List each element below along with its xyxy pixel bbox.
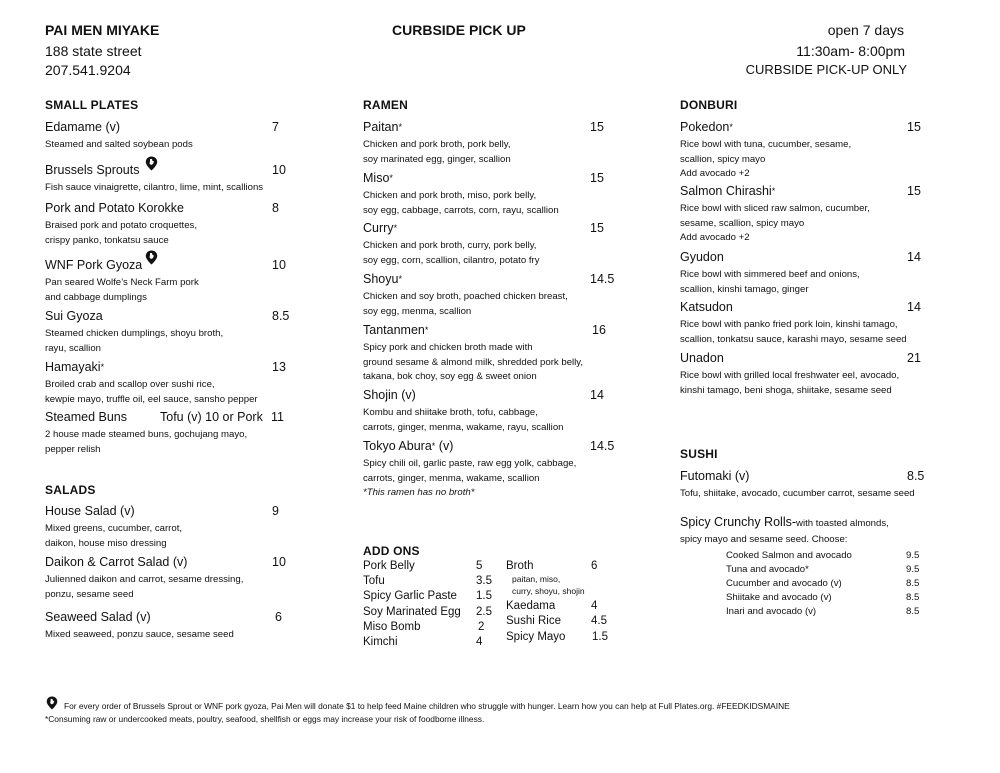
item-name: Paitan: [363, 120, 399, 134]
item-price: 10: [272, 258, 286, 272]
item-price: 15: [590, 171, 604, 185]
menu-item: [363, 171, 623, 218]
sushi-choice-price: 8.5: [906, 578, 920, 589]
item-name: Edamame (v): [45, 120, 121, 134]
menu-item: [680, 250, 950, 297]
addon-price: 5: [476, 560, 483, 572]
item-name: Gyudon: [680, 250, 724, 264]
item-description: Spicy pork and chicken broth made with ground sesame & almond milk, shredded pork belly, takana, bok choy, soy egg & sweet onion: [363, 342, 584, 382]
menu-item: [363, 272, 623, 319]
item-description: Broiled crab and scallop over sushi rice, kewpie mayo, truffle oil, eel sauce, sansho pepper: [45, 379, 258, 405]
food-safety-warning: *Consuming raw or undercooked meats, poultry, seafood, shellfish or eggs may increase your risk of foodborne illness.: [45, 714, 485, 724]
item-price: 15: [907, 120, 921, 134]
addon-item: [363, 590, 457, 602]
item-name-tail: with toasted almonds,: [796, 518, 889, 529]
item-name: Tantanmen: [363, 323, 425, 337]
item-name-suffix: (v): [435, 439, 454, 453]
raw-asterisk: *: [100, 362, 105, 372]
item-name: Futomaki (v): [680, 469, 750, 483]
addon-name: Tofu: [363, 575, 385, 587]
menu-item: [45, 309, 305, 356]
menu-item: [45, 163, 305, 196]
sushi-choice-price: 8.5: [906, 606, 920, 617]
addon-price: 2: [478, 621, 485, 633]
item-name: Hamayaki: [45, 360, 101, 374]
sushi-choice-name: Shiitake and avocado (v): [726, 592, 832, 603]
addon-item: [363, 621, 421, 633]
sushi-choice-price: 8.5: [906, 592, 920, 603]
section-title-ramen: RAMEN: [363, 98, 408, 112]
item-price: 6: [275, 610, 282, 624]
addon-price: 2.5: [476, 606, 492, 618]
menu-item: [363, 221, 623, 268]
item-price: 14.5: [590, 439, 615, 453]
addon-name: Spicy Mayo: [506, 631, 566, 643]
item-price: 14: [907, 300, 921, 314]
menu-item: [680, 300, 950, 347]
menu-item: [680, 351, 950, 398]
item-name: Shojin (v): [363, 388, 416, 402]
item-name: House Salad (v): [45, 504, 135, 518]
item-description: Chicken and pork broth, miso, pork belly, soy egg, cabbage, carrots, corn, rayu, scallion: [363, 190, 559, 216]
sushi-choice-price: 9.5: [906, 550, 920, 561]
item-price: 8.5: [907, 469, 925, 483]
item-description: Mixed greens, cucumber, carrot, daikon, house miso dressing: [45, 523, 183, 549]
menu-item: [45, 258, 305, 305]
addon-item: [363, 560, 415, 572]
addon-name: Spicy Garlic Paste: [363, 590, 457, 602]
addon-name: Miso Bomb: [363, 621, 421, 633]
donation-note: For every order of Brussels Sprout or WNF pork gyoza, Pai Men will donate $1 to help feed Maine children who struggle with hunger. Learn how you can help at Full Plates.org. #FEEDKIDSMAINE: [64, 701, 790, 711]
item-price: 8: [272, 201, 279, 215]
addon-item: [363, 575, 385, 587]
addon-name: Broth: [506, 560, 534, 572]
menu-item: [45, 360, 305, 407]
item-name: Pork and Potato Korokke: [45, 201, 184, 215]
restaurant-phone: 207.541.9204: [45, 62, 131, 78]
item-price: 14: [590, 388, 604, 402]
maine-pin-icon: [145, 156, 158, 171]
section-title-add-ons: ADD ONS: [363, 544, 420, 558]
open-days: open 7 days: [827, 22, 904, 38]
addon-price: 4: [591, 600, 598, 612]
addon-name: Soy Marinated Egg: [363, 606, 461, 618]
addon-name: Kaedama: [506, 600, 556, 612]
menu-item: [363, 323, 623, 385]
maine-pin-icon: [145, 250, 158, 265]
sushi-choice-name: Inari and avocado (v): [726, 606, 817, 617]
sushi-choice-name: Tuna and avocado*: [726, 564, 809, 575]
menu-item: [363, 120, 623, 167]
item-name: Shoyu: [363, 272, 399, 286]
addon-broth-options: paitan, miso, curry, shoyu, shojin: [512, 574, 585, 596]
menu-item: [45, 120, 305, 153]
item-description: Rice bowl with sliced raw salmon, cucumber, sesame, scallion, spicy mayo Add avocado +2: [680, 203, 870, 243]
item-description: Rice bowl with panko fried pork loin, kinshi tamago, scallion, tonkatsu sauce, karashi mayo, sesame seed: [680, 319, 907, 345]
hours: 11:30am- 8:00pm: [796, 43, 905, 59]
item-price: 7: [272, 120, 279, 134]
page-title: CURBSIDE PICK UP: [392, 22, 526, 38]
raw-asterisk: *: [393, 223, 398, 233]
item-description: Steamed chicken dumplings, shoyu broth, rayu, scallion: [45, 328, 224, 354]
item-description: Spicy chili oil, garlic paste, raw egg yolk, cabbage, carrots, ginger, menma, wakame, scallion: [363, 458, 577, 484]
raw-asterisk: *: [398, 274, 402, 284]
item-price: 21: [907, 351, 921, 365]
item-name: Pokedon: [680, 120, 730, 134]
item-price: 16: [592, 323, 606, 337]
item-price: 15: [590, 221, 604, 235]
menu-item: [680, 120, 950, 182]
item-description: spicy mayo and sesame seed. Choose:: [680, 534, 848, 545]
item-name: Katsudon: [680, 300, 733, 314]
restaurant-name: PAI MEN MIYAKE: [45, 22, 160, 38]
item-price: 14.5: [590, 272, 615, 286]
item-description: Rice bowl with simmered beef and onions, scallion, kinshi tamago, ginger: [680, 269, 860, 295]
section-title-salads: SALADS: [45, 483, 96, 497]
item-name: Unadon: [680, 351, 724, 365]
menu-item: [45, 201, 305, 248]
sushi-choice-price: 9.5: [906, 564, 920, 575]
menu-item: [45, 410, 305, 457]
item-description: Rice bowl with grilled local freshwater eel, avocado, kinshi tamago, beni shoga, shiitake, sesame seed: [680, 370, 900, 396]
item-description: Steamed and salted soybean pods: [45, 139, 193, 150]
item-description: Mixed seaweed, ponzu sauce, sesame seed: [45, 629, 234, 640]
item-name: Miso: [363, 171, 390, 185]
item-name: Tokyo Abura: [363, 439, 432, 453]
sushi-choice-name: Cucumber and avocado (v): [726, 578, 842, 589]
item-name: WNF Pork Gyoza: [45, 258, 143, 272]
raw-asterisk: *: [431, 441, 436, 451]
menu-item: [45, 555, 305, 602]
item-name: Sui Gyoza: [45, 309, 103, 323]
item-note: *This ramen has no broth*: [363, 487, 475, 498]
addon-price: 6: [591, 560, 598, 572]
raw-asterisk: *: [389, 173, 393, 183]
item-description: Fish sauce vinaigrette, cilantro, lime, mint, scallions: [45, 182, 264, 193]
menu-item: [45, 610, 305, 643]
item-name: Daikon & Carrot Salad (v): [45, 555, 188, 569]
addon-item: [363, 606, 461, 618]
item-price: 9: [272, 504, 279, 518]
section-title-small-plates: SMALL PLATES: [45, 98, 139, 112]
addon-price: 1.5: [592, 631, 608, 643]
item-name: Spicy Crunchy Rolls-: [680, 515, 797, 529]
item-price: 15: [907, 184, 921, 198]
item-name: Brussels Sprouts: [45, 163, 140, 177]
raw-asterisk: *: [729, 122, 733, 132]
item-description: Tofu, shiitake, avocado, cucumber carrot, sesame seed: [680, 488, 915, 499]
item-option: Tofu (v) 10 or Pork: [160, 410, 263, 424]
addon-name: Sushi Rice: [506, 615, 561, 627]
addon-price: 4: [476, 636, 483, 648]
menu-item: [680, 515, 950, 548]
item-description: Rice bowl with tuna, cucumber, sesame, scallion, spicy mayo Add avocado +2: [680, 139, 852, 179]
item-price: 11: [271, 410, 284, 424]
addon-price: 1.5: [476, 590, 492, 602]
sushi-choice-name: Cooked Salmon and avocado: [726, 550, 852, 561]
menu-item: [363, 388, 623, 435]
menu-item: [680, 184, 950, 246]
item-description: Chicken and pork broth, pork belly, soy marinated egg, ginger, scallion: [363, 139, 511, 165]
item-price: 15: [590, 120, 604, 134]
item-price: 14: [907, 250, 921, 264]
item-description: Chicken and soy broth, poached chicken breast, soy egg, menma, scallion: [363, 291, 568, 317]
item-description: Pan seared Wolfe’s Neck Farm pork and cabbage dumplings: [45, 277, 199, 303]
menu-item: [680, 469, 950, 502]
section-title-donburi: DONBURI: [680, 98, 738, 112]
item-name: Curry: [363, 221, 394, 235]
item-name: Salmon Chirashi: [680, 184, 772, 198]
menu-item: [363, 439, 623, 501]
item-description: Chicken and pork broth, curry, pork belly, soy egg, corn, scallion, cilantro, potato fry: [363, 240, 540, 266]
item-description: Julienned daikon and carrot, sesame dressing, ponzu, sesame seed: [45, 574, 244, 600]
item-price: 10: [272, 555, 286, 569]
menu-item: [45, 504, 305, 551]
item-name: Steamed Buns: [45, 410, 127, 424]
restaurant-address: 188 state street: [45, 43, 142, 59]
curbside-only: CURBSIDE PICK-UP ONLY: [745, 62, 907, 77]
raw-asterisk: *: [771, 186, 776, 196]
addon-name: Pork Belly: [363, 560, 415, 572]
raw-asterisk: *: [398, 122, 402, 132]
item-description: 2 house made steamed buns, gochujang mayo, pepper relish: [45, 429, 248, 455]
addon-price: 3.5: [476, 575, 492, 587]
addon-name: Kimchi: [363, 636, 398, 648]
item-description: Braised pork and potato croquettes, crispy panko, tonkatsu sauce: [45, 220, 197, 246]
addon-item: [363, 636, 398, 648]
addon-price: 4.5: [591, 615, 607, 627]
raw-asterisk: *: [424, 325, 429, 335]
item-name: Seaweed Salad (v): [45, 610, 151, 624]
item-price: 10: [272, 163, 286, 177]
maine-pin-icon: [46, 696, 58, 710]
item-price: 8.5: [272, 309, 290, 323]
item-price: 13: [272, 360, 286, 374]
section-title-sushi: SUSHI: [680, 447, 718, 461]
item-description: Kombu and shiitake broth, tofu, cabbage, carrots, ginger, menma, wakame, rayu, scallion: [363, 407, 564, 433]
